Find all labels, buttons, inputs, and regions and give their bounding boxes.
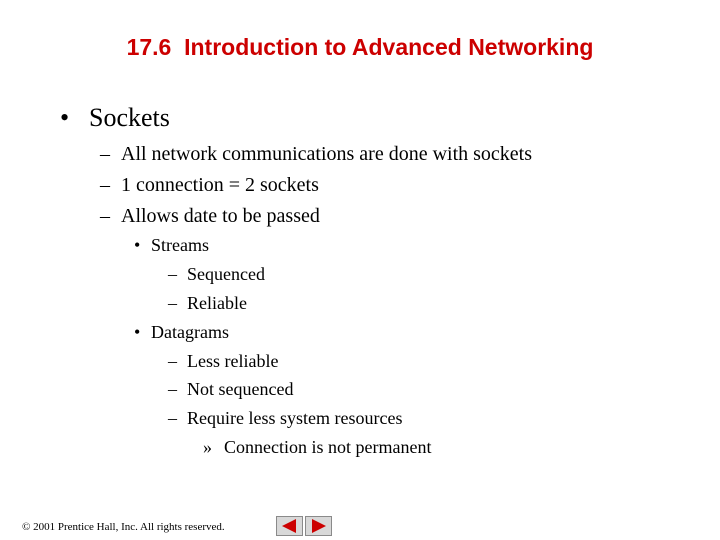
bullet-item-reliable: [168, 294, 247, 312]
bullet-item-one-connection: [100, 175, 319, 195]
bullet-item-connection-not-permanent: [203, 438, 431, 456]
dash-marker: –: [100, 205, 110, 227]
bullet-marker: •: [134, 235, 141, 255]
bullet-text: Less reliable: [187, 351, 279, 371]
dash-marker: –: [168, 408, 177, 428]
bullet-marker: •: [134, 322, 141, 342]
bullet-text: 1 connection = 2 sockets: [121, 174, 319, 196]
triangle-right-icon: [306, 517, 331, 535]
bullet-text: Sequenced: [187, 264, 265, 284]
bullet-marker: •: [60, 103, 70, 132]
bullet-text: All network communications are done with sockets: [121, 143, 533, 165]
bullet-item-not-sequenced: [168, 380, 293, 398]
triangle-left-icon: [277, 517, 302, 535]
bullet-text: Allows date to be passed: [121, 205, 320, 227]
bullet-text: Reliable: [187, 293, 247, 313]
previous-slide-button[interactable]: [276, 516, 303, 536]
bullet-text: Require less system resources: [187, 408, 403, 428]
bullet-item-all-network: [100, 144, 532, 164]
bullet-text: Sockets: [89, 103, 170, 132]
next-slide-button[interactable]: [305, 516, 332, 536]
bullet-item-sockets: [60, 105, 170, 131]
slide-title: 17.6 Introduction to Advanced Networking: [126, 34, 594, 60]
bullet-text: Connection is not permanent: [224, 437, 432, 457]
raquo-marker: »: [203, 437, 212, 457]
dash-marker: –: [100, 174, 110, 196]
dash-marker: –: [168, 293, 177, 313]
bullet-item-less-reliable: [168, 352, 278, 370]
dash-marker: –: [168, 351, 177, 371]
bullet-item-require-less: [168, 409, 402, 427]
bullet-item-allows-date: [100, 206, 320, 226]
dash-marker: –: [168, 379, 177, 399]
copyright-footer: © 2001 Prentice Hall, Inc. All rights reserved.: [22, 521, 225, 533]
dash-marker: –: [100, 143, 110, 165]
bullet-text: Streams: [151, 235, 209, 255]
bullet-item-datagrams: [134, 323, 229, 341]
dash-marker: –: [168, 264, 177, 284]
bullet-item-sequenced: [168, 265, 265, 283]
bullet-text: Datagrams: [151, 322, 229, 342]
bullet-text: Not sequenced: [187, 379, 294, 399]
bullet-item-streams: [134, 236, 209, 254]
